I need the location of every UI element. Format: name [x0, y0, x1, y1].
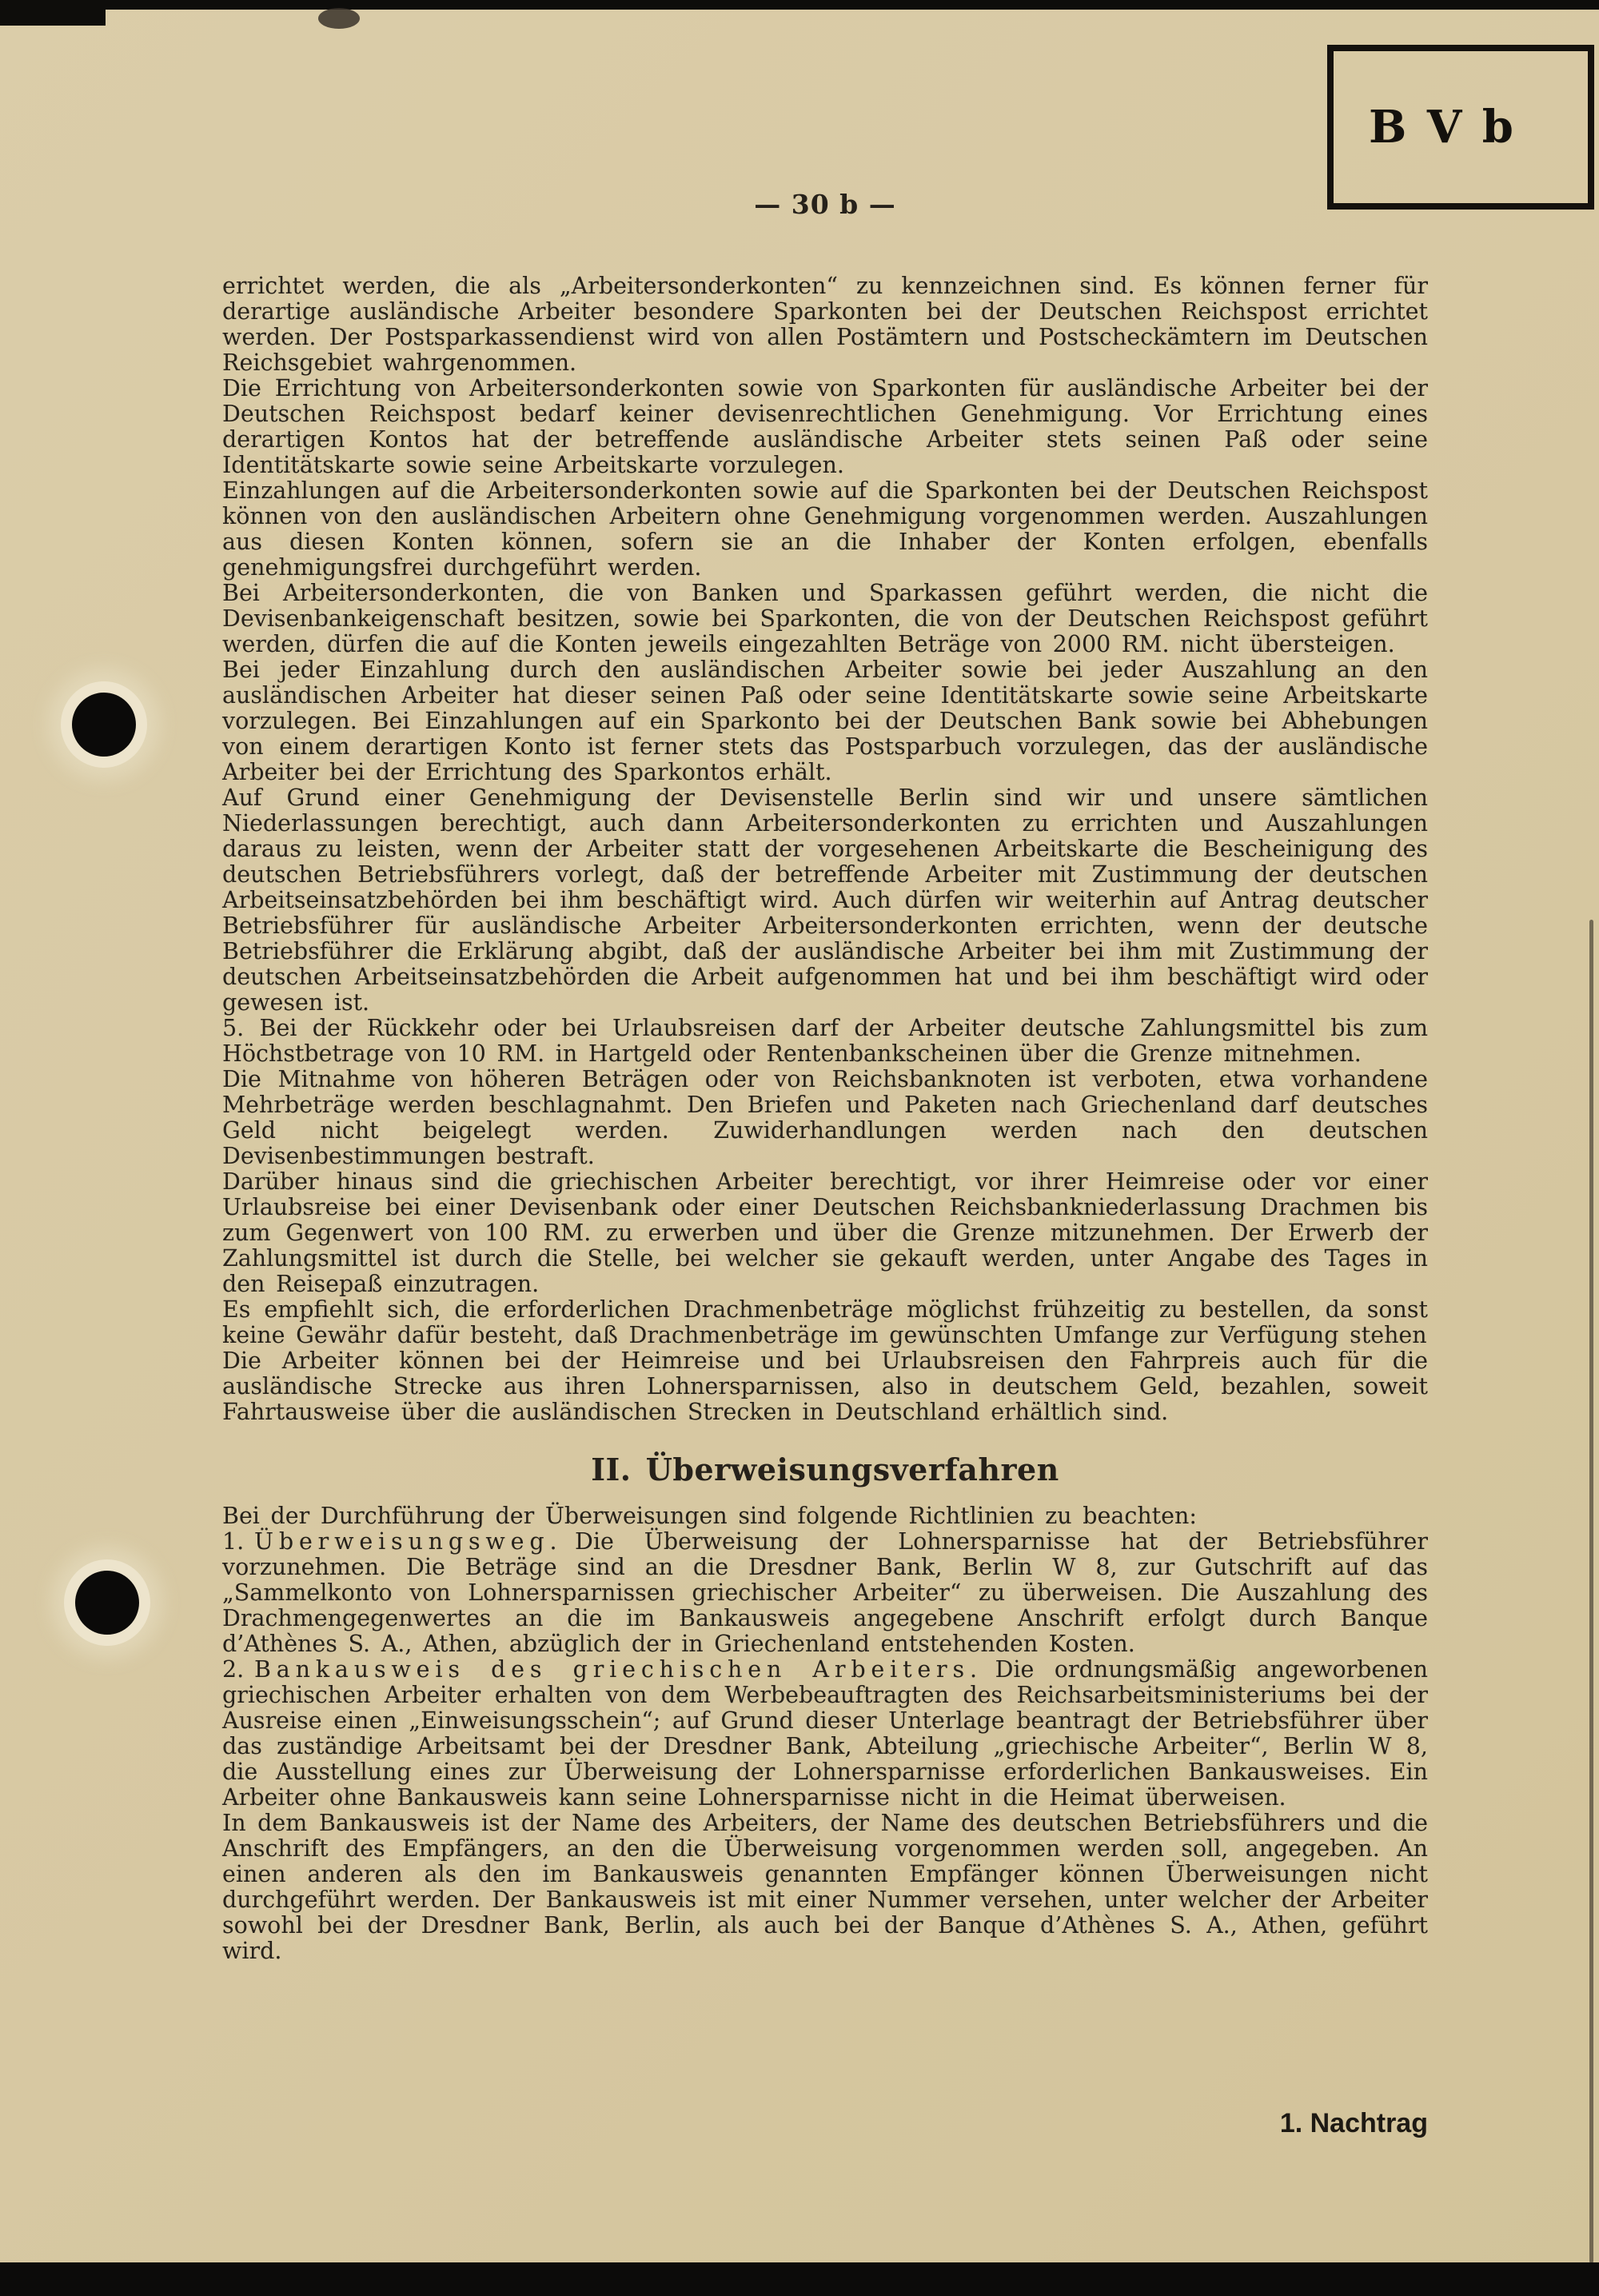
section-intro: Bei der Durchführung der Überweisungen sind folgende Richtlinien zu beachten: [222, 1503, 1197, 1529]
item-lead: Überweisungsweg. [254, 1528, 563, 1555]
paragraph: Die Mitnahme von höheren Beträgen oder von Reichsbanknoten ist verboten, etwa vorhandene Mehrbeträge werden beschlagnahmt. Den Briefen und Paketen nach Griechenland darf deutsches Geld nicht beigelegt werden. Zuwiderhandlungen werden nach den deutschen Devisenbestimmungen bestraft. [222, 1066, 1428, 1169]
item-text: Die ordnungsmäßig angeworbenen griechischen Arbeiter erhalten von dem Werbebeauftragten des Reichsarbeitsministeriums bei der Ausreise einen „Einweisungsschein“; auf Grund dieser Unterlage beantragt der Betriebsführer über das zuständige Arbeitsamt bei der Dresdner Bank, Abteilung „griechische Arbeiter“, Berlin W 8, die Ausstellung eines zur Überweisung der Lohnersparnisse erforderlichen Bankausweises. Ein Arbeiter ohne Bankausweis kann seine Lohnersparnisse nicht in die Heimat überweisen. [222, 1656, 1428, 1811]
paragraph: Bei jeder Einzahlung durch den ausländischen Arbeiter sowie bei jeder Auszahlung an den ausländischen Arbeiter hat dieser seinen Paß oder seine Identitätskarte sowie seine Arbeitskarte vorzulegen. Bei Einzahlungen auf ein Sparkonto bei der Deutschen Bank sowie bei Abhebungen von einem derartigen Konto ist ferner stets das Postsparbuch vorzulegen, das der ausländische Arbeiter bei der Errichtung des Sparkontos erhält. [222, 657, 1428, 785]
punch-hole-top [72, 693, 136, 757]
paragraph: In dem Bankausweis ist der Name des Arbeiters, der Name des deutschen Betriebsführers und die Anschrift des Empfängers, an den die Überweisung vorgenommen werden soll, angegeben. An einen anderen als den im Bankausweis genannten Empfänger können Überweisungen nicht durchgeführt werden. Der Bankausweis ist mit einer Nummer versehen, unter welcher der Arbeiter sowohl bei der Dresdner Bank, Berlin, als auch bei der Banque d’Athènes S. A., Athen, geführt wird. [222, 1810, 1428, 1964]
item-lead: Bankausweis des griechischen Arbeiters. [254, 1656, 983, 1683]
paragraph: errichtet werden, die als „Arbeitersonderkonten“ zu kennzeichnen sind. Es können ferner für derartige ausländische Arbeiter besondere Sparkonten bei der Deutschen Reichspost errichtet werden. Der Postsparkassendienst wird von allen Postämtern und Postscheckämtern im Deutschen Reichsgebiet wahrgenommen. [222, 273, 1428, 376]
paragraph: Die Arbeiter können bei der Heimreise und bei Urlaubsreisen den Fahrpreis auch für die ausländische Strecke aus ihren Lohnersparnissen, also in deutschem Geld, bezahlen, soweit Fahrtausweise über die ausländischen Strecken in Deutschland erhältlich sind. [222, 1348, 1428, 1425]
paragraph: Es empfiehlt sich, die erforderlichen Drachmenbeträge möglichst frühzeitig zu bestellen, da sonst keine Gewähr dafür besteht, daß Drachmenbeträge im gewünschten Umfange zur Verfügung stehen [222, 1296, 1428, 1348]
document-body [222, 274, 1428, 1964]
paragraph: Bei Arbeitersonderkonten, die von Banken und Sparkassen geführt werden, die nicht die Devisenbankeigenschaft besitzen, sowie bei Sparkonten, die von der Deutschen Reichspost geführt werden, dürfen die auf die Konten jeweils eingezahlten Beträge von 2000 RM. nicht übersteigen. [222, 580, 1428, 657]
punch-hole-bottom [75, 1571, 139, 1635]
paragraph: Auf Grund einer Genehmigung der Devisenstelle Berlin sind wir und unsere sämtlichen Niederlassungen berechtigt, auch dann Arbeitersonderkonten zu errichten und Auszahlungen daraus zu leisten, wenn der Arbeiter statt der vorgesehenen Arbeitskarte die Bescheinigung des deutschen Betriebsführers vorlegt, daß der betreffende Arbeiter mit Zustimmung der deutschen Arbeitseinsatzbehörden bei ihm beschäftigt wird. Auch dürfen wir weiterhin auf Antrag deutscher Betriebsführer für ausländische Arbeiter Arbeitersonderkonten errichten, wenn der deutsche Betriebsführer die Erklärung abgibt, daß der ausländische Arbeiter bei ihm mit Zustimmung der deutschen Arbeitseinsatzbehörden die Arbeit aufgenommen hat und bei ihm beschäftigt wird oder gewesen ist. [222, 785, 1428, 1016]
scan-edge-top [0, 0, 1599, 10]
scan-corner-mark [0, 0, 106, 26]
paragraph: Darüber hinaus sind die griechischen Arbeiter berechtigt, vor ihrer Heimreise oder vor einer Urlaubsreise bei einer Devisenbank oder einer Deutschen Reichsbankniederlassung Drachmen bis zum Gegenwert von 100 RM. zu erwerben und über die Grenze mitzunehmen. Der Erwerb der Zahlungsmittel ist durch die Stelle, bei welcher sie gekauft werden, unter Angabe des Tages in den Reisepaß einzutragen. [222, 1168, 1428, 1297]
paragraph: Die Errichtung von Arbeitersonderkonten sowie von Sparkonten für ausländische Arbeiter bei der Deutschen Reichspost bedarf keiner devisenrechtlichen Genehmigung. Vor Errichtung eines derartigen Kontos hat der betreffende ausländische Arbeiter stets seinen Paß oder seine Identitätskarte sowie seine Arbeitskarte vorzulegen. [222, 375, 1428, 478]
paragraph: Einzahlungen auf die Arbeitersonderkonten sowie auf die Sparkonten bei der Deutschen Reichspost können von den ausländischen Arbeitern ohne Genehmigung vorgenommen werden. Auszahlungen aus diesen Konten können, sofern sie an die Inhaber der Konten erfolgen, ebenfalls genehmigungsfrei durchgeführt werden. [222, 477, 1428, 581]
item-number: 2. [222, 1656, 245, 1683]
scan-smudge [318, 8, 360, 29]
item-text: Die Überweisung der Lohnersparnisse hat der Betriebsführer vorzunehmen. Die Beträge sind an die Dresdner Bank, Berlin W 8, zur Gutschrift auf das „Sammelkonto von Lohnersparnissen griechischer Arbeiter“ zu überweisen. Die Auszahlung des Drachmengegenwertes an die im Bankausweis angegebene Anschrift erfolgt durch Banque d’Athènes S. A., Athen, abzüglich der in Griechenland entstehenden Kosten. [222, 1528, 1428, 1657]
section-heading: II. Überweisungsverfahren [591, 1451, 1059, 1487]
item-number: 1. [222, 1528, 245, 1555]
paragraph: 5. Bei der Rückkehr oder bei Urlaubsreisen darf der Arbeiter deutsche Zahlungsmittel bis zum Höchstbetrage von 10 RM. in Hartgeld oder Rentenbankscheinen über die Grenze mitnehmen. [222, 1015, 1428, 1067]
footer-note: 1. Nachtrag [1279, 2108, 1428, 2138]
scan-edge-bottom [0, 2262, 1599, 2296]
classification-label: B V b [1369, 101, 1516, 154]
page-number: — 30 b — [754, 189, 896, 220]
numbered-item [222, 1529, 1428, 1657]
scan-edge-right [1589, 920, 1593, 2263]
numbered-item [222, 1657, 1428, 1811]
classification-box [1327, 45, 1594, 210]
